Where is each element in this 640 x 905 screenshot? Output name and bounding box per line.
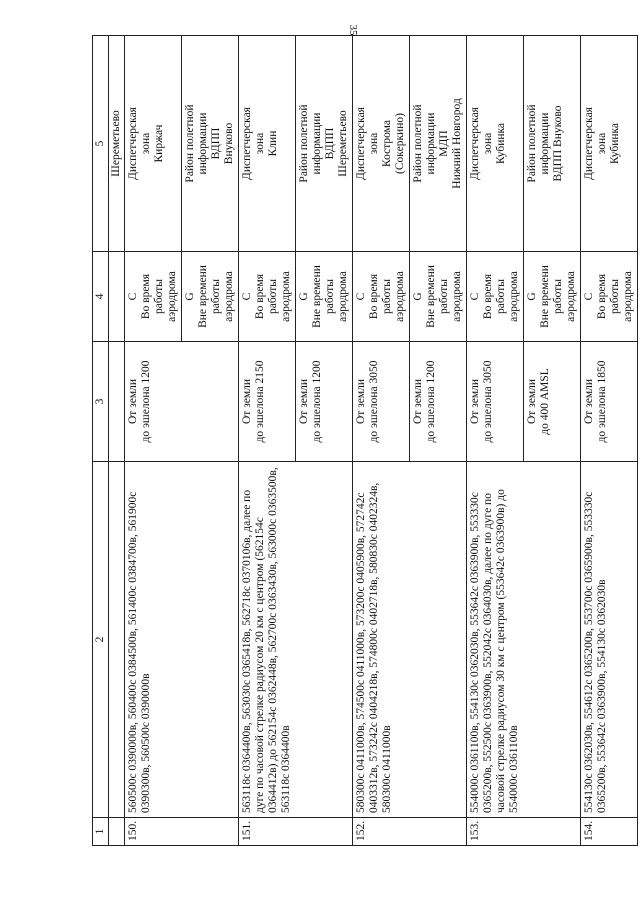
table-row [353, 36, 410, 846]
row-class [125, 252, 182, 342]
table-row [125, 36, 182, 846]
row-number: 150. [125, 818, 239, 846]
class-letter: C [583, 292, 595, 301]
header-col-4: 4 [93, 252, 109, 342]
row-vertical-limit: От земли до эшелона 1200 [410, 342, 467, 462]
row-class [524, 252, 581, 342]
page-number: 35 [347, 24, 359, 36]
header-row [93, 36, 109, 846]
row-coordinates: 554000с 0361100в, 554130с 0362030в, 553642с 0363900в, 553330с 0365200в, 552500с 0363900в, 552042с 0364030в, далее по дуге по часовой стрелке радиусом 30 км с центром (553642с 0363900в) до 554000с 0361100в [467, 462, 581, 818]
header-col-3: 3 [93, 342, 109, 462]
carry-over-row [109, 36, 125, 846]
class-letter: C [127, 292, 139, 301]
row-class [581, 252, 638, 342]
header-col-5: 5 [93, 36, 109, 252]
table-row [581, 36, 638, 846]
row-coordinates: 563118с 0364400в, 563030с 0365418в, 562718с 0370106в, далее по дуге по часовой стрелке радиусом 20 км с центром (562154с 0364412в) до 562154с 0362448в, 562700с 0363430в, 563000с 0363500в, 563118с 0364400в [239, 462, 353, 818]
airspace-table [92, 35, 638, 846]
carry-over-zone: Шереметьево [109, 36, 125, 252]
row-zone: Диспетчерская зона Кубинка [467, 36, 524, 252]
row-vertical-limit: От земли до эшелона 1850 [581, 342, 638, 462]
row-zone: Район полетной информации ВДПП Внуково [524, 36, 581, 252]
class-when: Вне времени работы аэродрома [311, 265, 349, 328]
row-class [410, 252, 467, 342]
table-row [467, 36, 524, 846]
row-vertical-limit: От земли до эшелона 3050 [353, 342, 410, 462]
class-letter: G [526, 292, 538, 301]
table-row [239, 36, 296, 846]
row-vertical-limit: От земли до эшелона 3050 [467, 342, 524, 462]
row-zone: Диспетчерская зона Кубинка [581, 36, 638, 252]
row-vertical-limit: От земли до 400 AMSL [524, 342, 581, 462]
row-number: 152. [353, 818, 467, 846]
class-when: Вне времени работы аэродрома [197, 265, 235, 328]
class-letter: G [412, 292, 424, 301]
class-when: Во время работы аэродрома [140, 271, 178, 322]
row-class [296, 252, 353, 342]
class-letter: C [469, 292, 481, 301]
row-number: 151. [239, 818, 353, 846]
row-coordinates: 554130с 0362030в, 554612с 0365200в, 553700с 0365900в, 553330с 0365200в, 553642с 0363900в, 554130с 0362030в [581, 462, 638, 818]
row-zone: Район полетной информации ВДПП Внуково [182, 36, 239, 252]
class-when: Во время работы аэродрома [596, 271, 634, 322]
row-number: 153. [467, 818, 581, 846]
row-coordinates: 560500с 0390000в, 560400с 0384500в, 561400с 0384700в, 561900с 0390300в, 560500с 0390000в [125, 462, 239, 818]
class-letter: C [241, 292, 253, 301]
row-class [353, 252, 410, 342]
row-vertical-limit: От земли до эшелона 2150 [239, 342, 296, 462]
rotated-table-container [92, 36, 634, 846]
row-class [182, 252, 239, 342]
class-when: Во время работы аэродрома [482, 271, 520, 322]
row-zone: Диспетчерская зона Киржач [125, 36, 182, 252]
header-col-1: 1 [93, 818, 109, 846]
class-when: Во время работы аэродрома [368, 271, 406, 322]
row-zone: Диспетчерская зона Клин [239, 36, 296, 252]
class-when: Вне времени работы аэродрома [539, 265, 577, 328]
row-zone: Район полетной информации ВДПП Шереметьево [296, 36, 353, 252]
class-letter: G [298, 292, 310, 301]
row-vertical-limit: От земли до эшелона 1200 [125, 342, 239, 462]
row-vertical-limit: От земли до эшелона 1200 [296, 342, 353, 462]
class-letter: G [184, 292, 196, 301]
row-zone: Диспетчерская зона Кострома (Сокеркино) [353, 36, 410, 252]
row-zone: Район полетной информации МДП Нижний Новгород [410, 36, 467, 252]
row-class [467, 252, 524, 342]
row-coordinates: 580300с 0411000в, 574500с 0411000в, 573200с 0405900в, 572742с 0403312в, 573242с 0404218в, 574800с 0402718в, 580830с 0402324в, 580300с 0411000в [353, 462, 467, 818]
row-number: 154. [581, 818, 638, 846]
class-when: Во время работы аэродрома [254, 271, 292, 322]
class-when: Вне времени работы аэродрома [425, 265, 463, 328]
header-col-2: 2 [93, 462, 109, 818]
class-letter: C [355, 292, 367, 301]
row-class [239, 252, 296, 342]
